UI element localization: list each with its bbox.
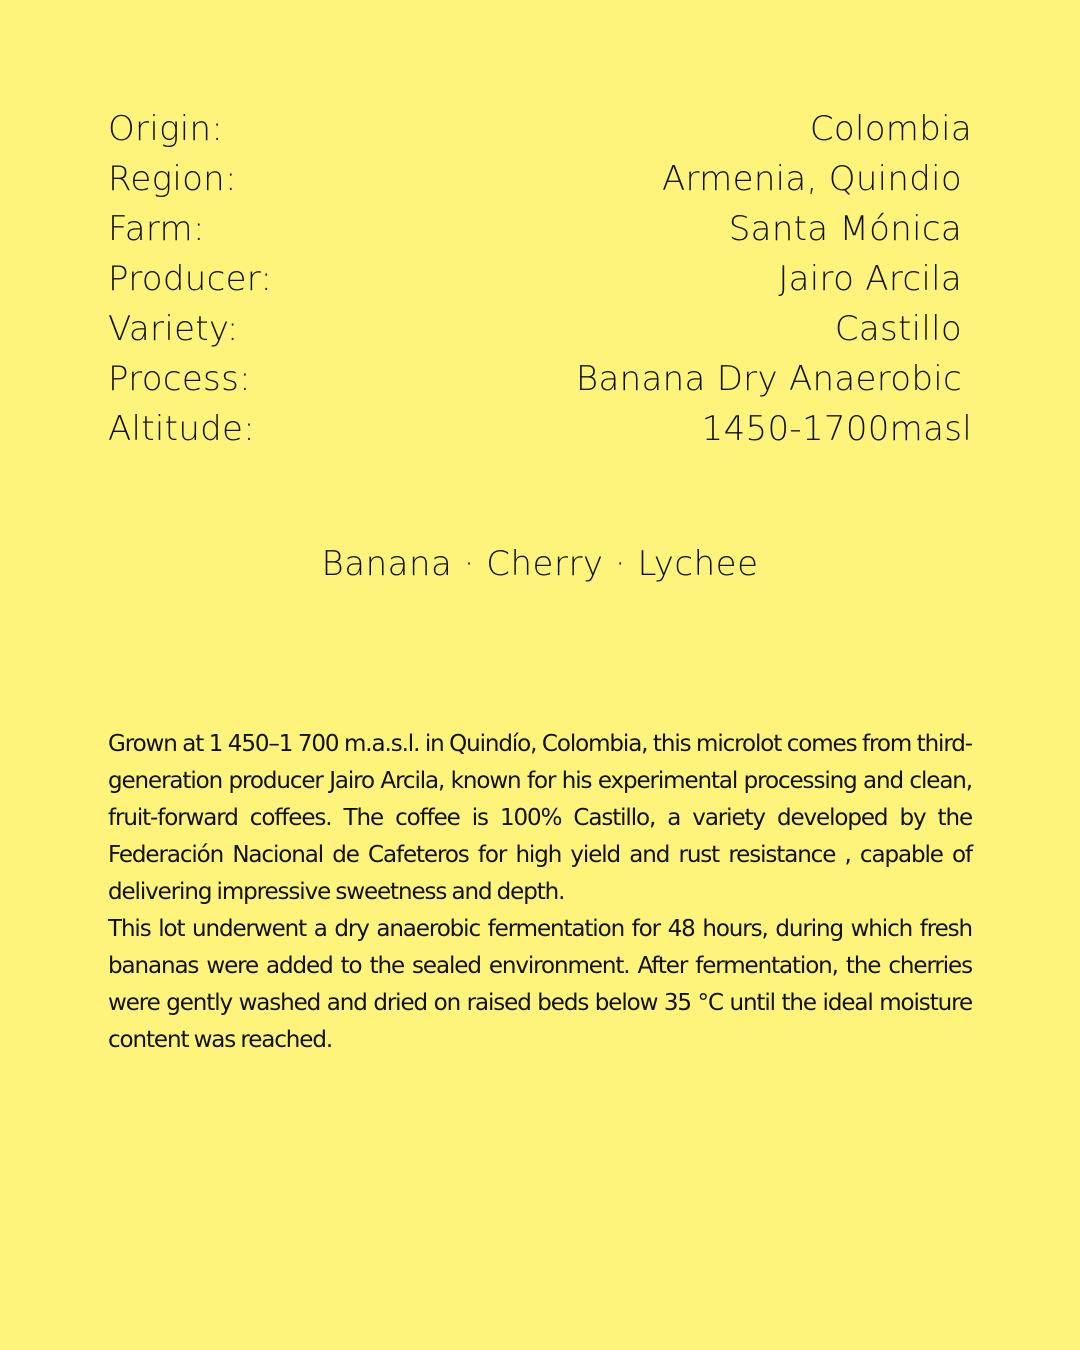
spec-row-farm xyxy=(108,204,972,254)
spec-row-producer xyxy=(108,254,972,304)
spec-row-region xyxy=(108,154,972,204)
spec-label: Altitude: xyxy=(108,409,256,449)
spec-value: Banana Dry Anaerobic xyxy=(575,359,962,399)
spec-value: 1450-1700masl xyxy=(701,409,972,449)
spec-value: Santa Mónica xyxy=(728,209,962,249)
spec-row-process xyxy=(108,354,972,404)
spec-label: Variety: xyxy=(108,309,239,349)
spec-label: Origin: xyxy=(108,109,224,149)
spec-label: Producer: xyxy=(108,259,273,299)
description-paragraph: Grown at 1 450–1 700 m.a.s.l. in Quindío, Colombia, this microlot comes from third-generation producer Jairo Arcila, known for his experimental processing and clean, fruit-forward coffees. The coffee is 100% Castillo, a variety developed by the Federación Nacional de Cafeteros for high yield and rust resistance , capable of delivering impressive sweetness and depth. xyxy=(108,731,972,905)
spec-label: Process: xyxy=(108,359,251,399)
spec-value: Castillo xyxy=(834,309,962,349)
spec-label: Region: xyxy=(108,159,237,199)
spec-row-origin xyxy=(108,104,972,154)
spec-row-altitude xyxy=(108,404,972,454)
spec-value: Armenia, Quindio xyxy=(661,159,962,199)
description-paragraph: This lot underwent a dry anaerobic fermentation for 48 hours, during which fresh bananas were added to the sealed environment. After fermentation, the cherries were gently washed and dried on raised beds below 35 °C until the ideal moisture content was reached. xyxy=(108,916,972,1053)
spec-value: Jairo Arcila xyxy=(778,259,962,299)
coffee-specs-list xyxy=(108,104,972,454)
spec-row-variety xyxy=(108,304,972,354)
coffee-description xyxy=(108,726,972,1059)
tasting-notes: Banana · Cherry · Lychee xyxy=(321,544,759,584)
spec-label: Farm: xyxy=(108,209,205,249)
spec-value: Colombia xyxy=(809,109,972,149)
